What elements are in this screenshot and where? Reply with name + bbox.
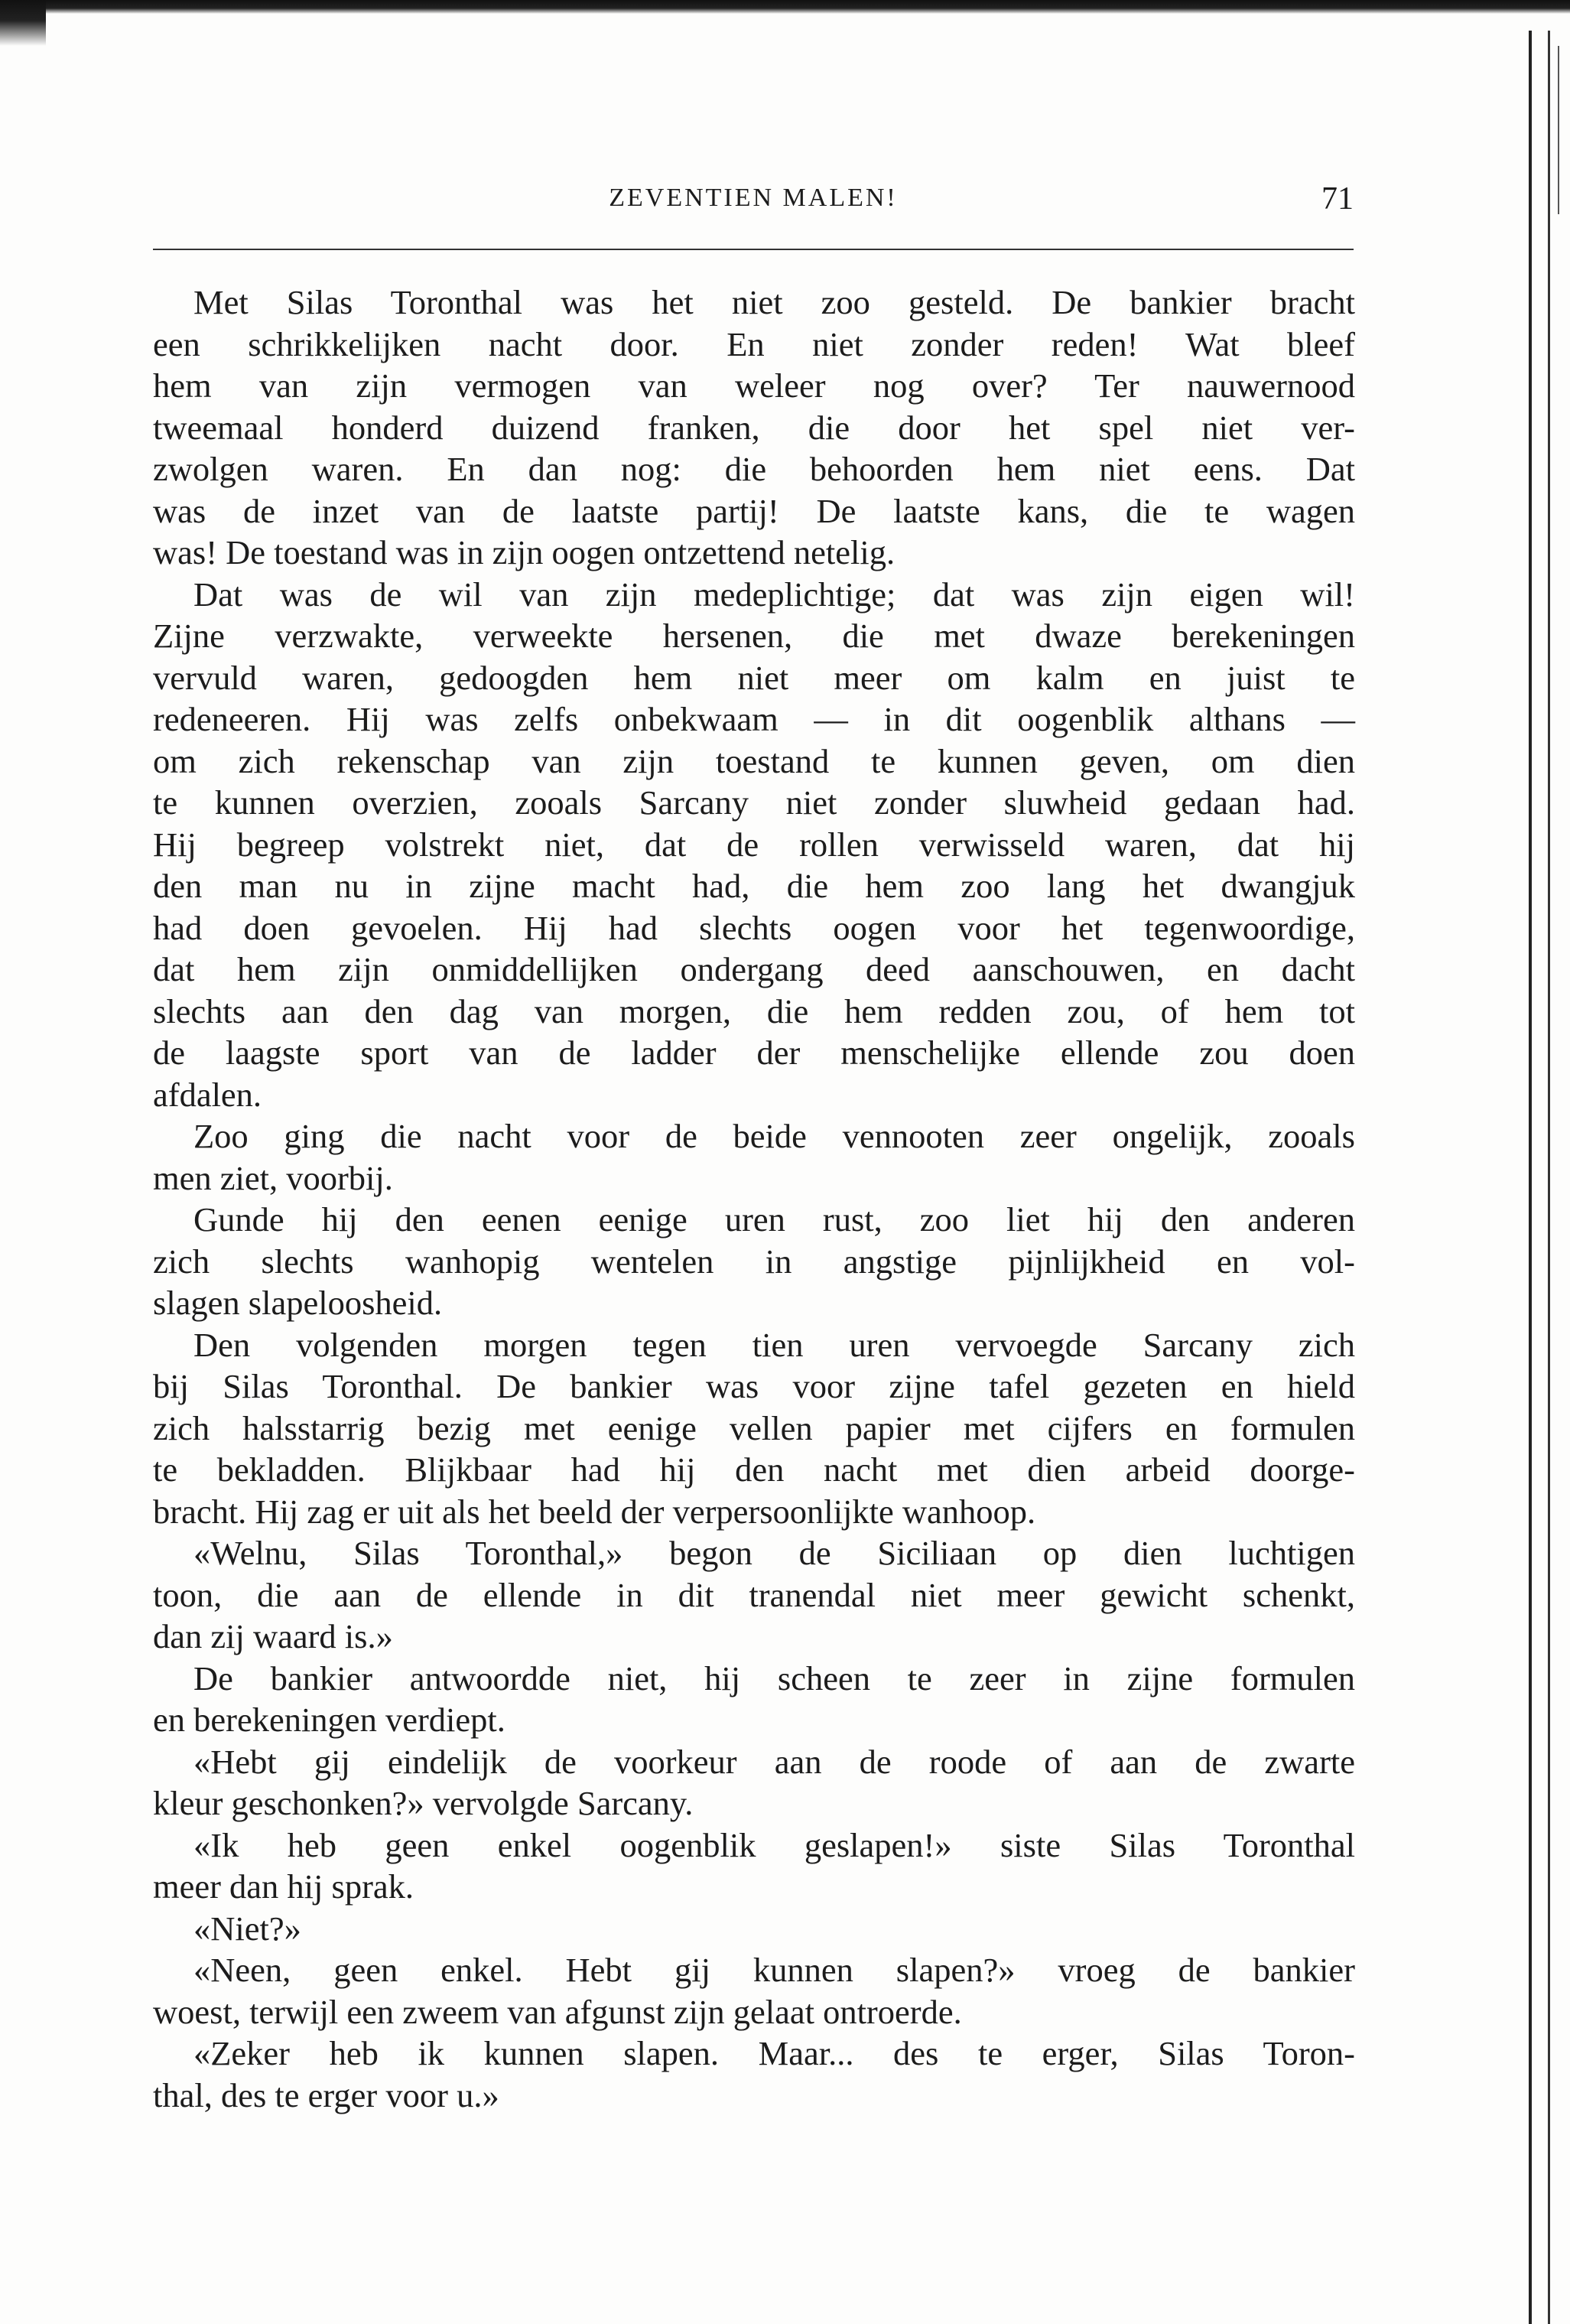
text-line: tweemaal honderd duizend franken, die door het spel niet ver-: [153, 408, 1355, 447]
text-line: meer dan hij sprak.: [153, 1867, 414, 1906]
text-line: een schrikkelijken nacht door. En niet zonder reden! Wat bleef: [153, 324, 1355, 363]
text-line: Zoo ging die nacht voor de beide vennooten zeer ongelijk, zooals: [193, 1117, 1355, 1155]
text-line: Met Silas Toronthal was het niet zoo gesteld. De bankier bracht: [193, 283, 1355, 321]
paragraph: [153, 1949, 1355, 2033]
text-line: «Welnu, Silas Toronthal,» begon de Siciliaan op dien luchtigen: [193, 1534, 1355, 1572]
text-line: Gunde hij den eenen eenige uren rust, zoo liet hij den anderen: [193, 1200, 1355, 1238]
scan-edge-top: [0, 0, 1570, 14]
text-line: zich slechts wanhopig wentelen in angstige pijnlijkheid en vol-: [153, 1242, 1355, 1281]
text-line: redeneeren. Hij was zelfs onbekwaam — in dit oogenblik althans —: [153, 700, 1355, 738]
text-line: slagen slapeloosheid.: [153, 1284, 443, 1322]
text-line: De bankier antwoordde niet, hij scheen te zeer in zijne formulen: [193, 1658, 1355, 1697]
scan-edge-right: [1558, 46, 1559, 214]
text-line: de laagste sport van de ladder der menschelijke ellende zou doen: [153, 1033, 1355, 1072]
paragraph: [153, 1741, 1355, 1824]
text-line: bracht. Hij zag er uit als het beeld der verpersoonlijkte wanhoop.: [153, 1492, 1036, 1531]
text-line: afdalen.: [153, 1075, 262, 1114]
body-text: [153, 282, 1355, 2116]
text-line: slechts aan den dag van morgen, die hem redden zou, of hem tot: [153, 991, 1355, 1030]
scan-edge-right: [1529, 31, 1532, 2324]
text-line: Den volgenden morgen tegen tien uren vervoegde Sarcany zich: [193, 1325, 1355, 1364]
scan-edge-corner: [0, 0, 46, 46]
text-line: woest, terwijl een zweem van afgunst zijn gelaat ontroerde.: [153, 1992, 962, 2031]
text-line: bij Silas Toronthal. De bankier was voor zijne tafel gezeten en hield: [153, 1367, 1355, 1405]
text-line: om zich rekenschap van zijn toestand te kunnen geven, om dien: [153, 741, 1355, 780]
text-line: «Ik heb geen enkel oogenblik geslapen!» siste Silas Toronthal: [193, 1825, 1355, 1864]
text-line: «Hebt gij eindelijk de voorkeur aan de roode of aan de zwarte: [193, 1742, 1355, 1781]
text-line: kleur geschonken?» vervolgde Sarcany.: [153, 1784, 694, 1822]
text-line: «Niet?»: [193, 1909, 301, 1948]
paragraph: [153, 2033, 1355, 2116]
text-line: hem van zijn vermogen van weleer nog over? Ter nauwernood: [153, 366, 1355, 405]
text-line: zich halsstarrig bezig met eenige vellen papier met cijfers en formulen: [153, 1408, 1355, 1447]
header-rule: [153, 249, 1354, 250]
paragraph: [153, 1532, 1355, 1658]
text-line: Dat was de wil van zijn medeplichtige; dat was zijn eigen wil!: [193, 574, 1355, 614]
chapter-title: ZEVENTIEN MALEN!: [609, 184, 898, 212]
page-number: 71: [1321, 181, 1354, 216]
text-line: men ziet, voorbij.: [153, 1158, 393, 1197]
paragraph: [153, 574, 1355, 1116]
text-line: was! De toestand was in zijn oogen ontzettend netelig.: [153, 533, 896, 571]
running-head: [153, 177, 1354, 231]
text-line: «Zeker heb ik kunnen slapen. Maar... des te erger, Silas Toron-: [193, 2034, 1355, 2072]
text-line: had doen gevoelen. Hij had slechts oogen voor het tegenwoordige,: [153, 908, 1355, 947]
paragraph: [153, 1658, 1355, 1741]
paragraph: [153, 282, 1355, 574]
text-line: te kunnen overzien, zooals Sarcany niet zonder sluwheid gedaan had.: [153, 783, 1355, 822]
text-line: «Neen, geen enkel. Hebt gij kunnen slapen?» vroeg de bankier: [193, 1951, 1355, 1989]
scan-edge-right: [1548, 31, 1550, 2324]
text-line: den man nu in zijne macht had, die hem zoo lang het dwangjuk: [153, 867, 1355, 905]
text-line: te bekladden. Blijkbaar had hij den nacht met dien arbeid doorge-: [153, 1450, 1355, 1489]
text-line: thal, des te erger voor u.»: [153, 2075, 499, 2114]
paragraph: [153, 1324, 1355, 1533]
text-line: vervuld waren, gedoogden hem niet meer om kalm en juist te: [153, 658, 1355, 697]
paragraph: [153, 1824, 1355, 1908]
text-line: dan zij waard is.»: [153, 1617, 393, 1655]
text-line: was de inzet van de laatste partij! De laatste kans, die te wagen: [153, 491, 1355, 530]
text-line: Zijne verzwakte, verweekte hersenen, die met dwaze berekeningen: [153, 617, 1355, 655]
paragraph: [153, 1115, 1355, 1199]
text-line: dat hem zijn onmiddellijken ondergang deed aanschouwen, en dacht: [153, 950, 1355, 988]
text-line: Hij begreep volstrekt niet, dat de rollen verwisseld waren, dat hij: [153, 825, 1355, 864]
text-line: en berekeningen verdiept.: [153, 1701, 505, 1739]
text-line: toon, die aan de ellende in dit tranendal niet meer gewicht schenkt,: [153, 1575, 1355, 1614]
paragraph: [153, 1199, 1355, 1324]
paragraph: [153, 1908, 1355, 1950]
text-line: zwolgen waren. En dan nog: die behoorden hem niet eens. Dat: [153, 450, 1355, 488]
